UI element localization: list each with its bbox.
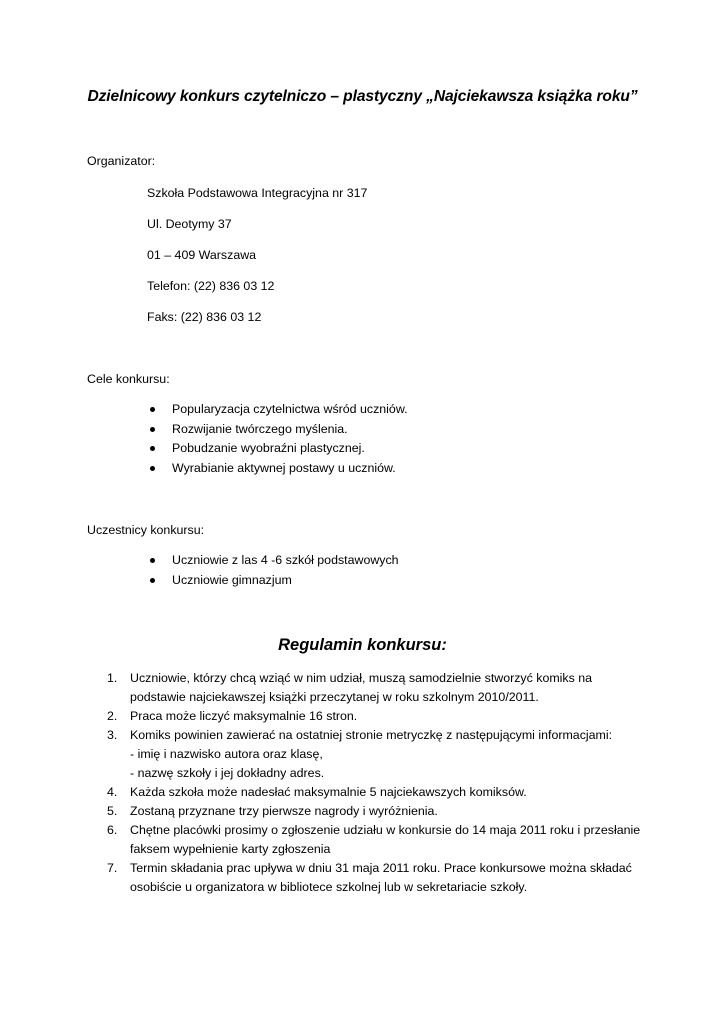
rule-text: Uczniowie, którzy chcą wziąć w nim udział, muszą samodzielnie stworzyć komiks na [130,671,593,685]
participants-label: Uczestnicy konkursu: [87,523,205,537]
rule-text: Termin składania prac upływa w dniu 31 maja 2011 roku. Prace konkursowe można składać [130,861,632,875]
rule-number: 4. [107,785,118,799]
rule-item [105,783,645,802]
rule-item [105,821,645,859]
list-item [147,571,399,591]
rule-item [105,802,645,821]
bullet-icon [150,446,155,451]
organizer-city: 01 – 409 Warszawa [147,248,257,262]
organizer-street: Ul. Deotymy 37 [147,217,232,231]
bullet-icon [150,427,155,432]
list-item [147,420,408,440]
rule-text: Każda szkoła może nadesłać maksymalnie 5 najciekawszych komiksów. [130,785,527,799]
rule-number: 6. [107,823,118,837]
list-item [147,459,408,479]
rule-text: Chętne placówki prosimy o zgłoszenie udziału w konkursie do 14 maja 2011 roku i przesłanie [130,823,641,837]
list-item [147,400,408,420]
list-item [147,551,399,571]
goals-list [147,400,408,478]
organizer-phone: Telefon: (22) 836 03 12 [147,279,275,293]
rule-number: 5. [107,804,118,818]
rule-text: Praca może liczyć maksymalnie 16 stron. [130,709,358,723]
goal-text: Rozwijanie twórczego myślenia. [172,421,348,436]
participant-text: Uczniowie z las 4 -6 szkół podstawowych [172,553,399,567]
rule-item [105,859,645,897]
participant-text: Uczniowie gimnazjum [172,572,292,587]
document-title: Dzielnicowy konkurs czytelniczo – plastyczny „Najciekawsza książka roku” [87,88,638,105]
rule-number: 3. [107,728,118,742]
rule-text: - nazwę szkoły i jej dokładny adres. [130,766,325,780]
organizer-label: Organizator: [87,154,156,168]
rule-number: 1. [107,671,118,685]
rules-list [105,669,645,897]
bullet-icon [150,407,155,412]
rule-item [105,707,645,726]
rule-item [105,669,645,707]
rule-item [105,726,645,783]
organizer-fax: Faks: (22) 836 03 12 [147,310,262,324]
rule-text: osobiście u organizatora w bibliotece szkolnej lub w sekretariacie szkoły. [130,880,528,894]
rule-number: 2. [107,709,118,723]
goals-label: Cele konkursu: [87,372,170,386]
organizer-school: Szkoła Podstawowa Integracyjna nr 317 [147,186,368,200]
bullet-icon [150,558,155,563]
rule-text: - imię i nazwisko autora oraz klasę, [130,747,323,761]
bullet-icon [150,578,155,583]
goal-text: Wyrabianie aktywnej postawy u uczniów. [172,460,396,475]
list-item [147,439,408,459]
rule-text: faksem wypełnienie karty zgłoszenia [130,842,331,856]
goal-text: Popularyzacja czytelnictwa wśród uczniów. [172,402,408,416]
rules-title: Regulamin konkursu: [278,636,447,654]
rule-number: 7. [107,861,118,875]
rule-text: podstawie najciekawszej książki przeczytanej w roku szkolnym 2010/2011. [130,690,539,704]
participants-list [147,551,399,590]
rule-text: Zostaną przyznane trzy pierwsze nagrody i wyróżnienia. [130,804,438,818]
goal-text: Pobudzanie wyobraźni plastycznej. [172,441,365,455]
bullet-icon [150,466,155,471]
rule-text: Komiks powinien zawierać na ostatniej stronie metryczkę z następującymi informacjami: [130,728,613,742]
